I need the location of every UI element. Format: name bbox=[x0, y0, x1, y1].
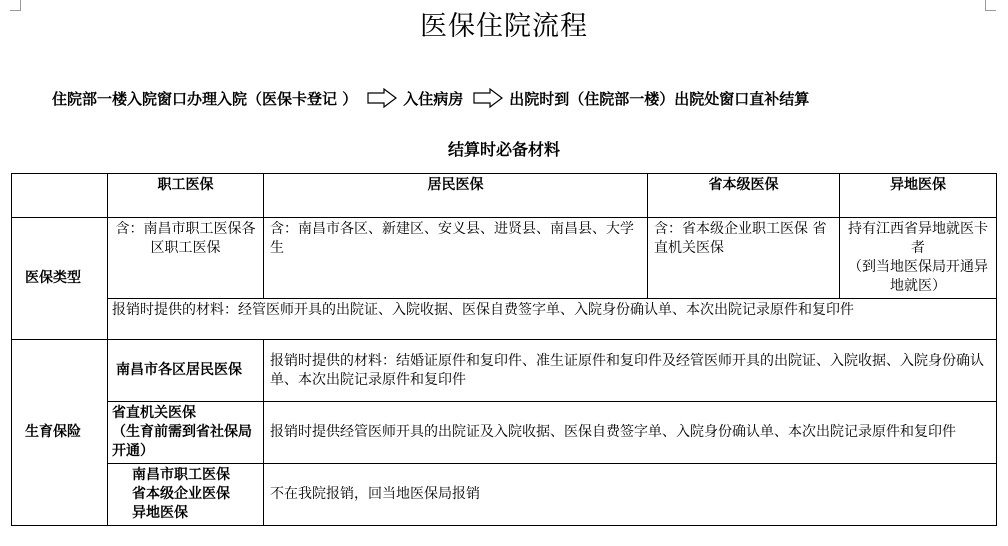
arrow-right-icon bbox=[473, 88, 503, 108]
header-resident: 居民医保 bbox=[264, 174, 648, 218]
cell-maternity-type-resident: 南昌市各区居民医保 bbox=[108, 340, 264, 402]
header-other-place: 异地医保 bbox=[840, 174, 997, 218]
table-row bbox=[12, 299, 997, 340]
header-provincial: 省本级医保 bbox=[648, 174, 840, 218]
cell-maternity-materials-resident: 报销时提供的材料：结婚证原件和复印件、准生证原件和复印件及经管医师开具的出院证、入院收据、入院身份确认单、本次出院记录原件和复印件 bbox=[264, 340, 997, 402]
flow-step-discharge: 出院时到（住院部一楼）出院处窗口直补结算 bbox=[509, 89, 810, 108]
table-row bbox=[12, 340, 997, 402]
process-flow bbox=[52, 85, 809, 111]
row-label-insurance-type: 医保类型 bbox=[12, 218, 108, 340]
cell-resident-scope: 含：南昌市各区、新建区、安义县、进贤县、南昌县、大学生 bbox=[264, 218, 648, 299]
other-place-note: （到当地医保局开通异地就医） bbox=[848, 259, 988, 294]
maternity-type-provincial-gov-note: （生育前需到省社保局开通） bbox=[112, 424, 252, 459]
cell-provincial-scope: 含：省本级企业职工医保 省直机关医保 bbox=[648, 218, 840, 299]
table-row bbox=[12, 464, 997, 526]
materials-subtitle: 结算时必备材料 bbox=[447, 140, 560, 159]
cell-maternity-type-provincial-gov bbox=[108, 402, 264, 464]
row-label-maternity: 生育保险 bbox=[12, 340, 108, 526]
table-row bbox=[12, 402, 997, 464]
other-place-card-text: 持有江西省异地就医卡者 bbox=[848, 221, 988, 256]
cell-other-place-scope bbox=[840, 218, 997, 299]
cell-maternity-materials-provincial-gov: 报销时提供经管医师开具的出院证及入院收据、医保自费签字单、入院身份确认单、本次出院记录原件和复印件 bbox=[264, 402, 997, 464]
cell-employee-scope: 含：南昌市职工医保各区职工医保 bbox=[108, 218, 264, 299]
header-employee: 职工医保 bbox=[108, 174, 264, 218]
cell-maternity-type-others bbox=[108, 464, 264, 526]
maternity-type-nanchang-employee: 南昌市职工医保 bbox=[132, 467, 230, 483]
cell-reimbursement-materials: 报销时提供的材料：经管医师开具的出院证、入院收据、医保自费签字单、入院身份确认单、本次出院记录原件和复印件 bbox=[108, 299, 997, 340]
document-title: 医保住院流程 bbox=[420, 11, 588, 42]
header-empty-cell bbox=[12, 174, 108, 218]
flow-step-ward: 入住病房 bbox=[403, 89, 464, 108]
flow-step-admission: 住院部一楼入院窗口办理入院（医保卡登记 ） bbox=[52, 89, 358, 108]
maternity-type-other-place: 异地医保 bbox=[132, 505, 188, 521]
materials-table bbox=[11, 173, 997, 526]
maternity-type-provincial-gov-label: 省直机关医保 bbox=[112, 405, 196, 421]
arrow-right-icon bbox=[367, 88, 397, 108]
table-header-row bbox=[12, 174, 997, 218]
maternity-type-provincial-enterprise: 省本级企业医保 bbox=[132, 486, 230, 502]
cell-maternity-materials-others: 不在我院报销，回当地医保局报销 bbox=[264, 464, 997, 526]
table-row bbox=[12, 218, 997, 299]
